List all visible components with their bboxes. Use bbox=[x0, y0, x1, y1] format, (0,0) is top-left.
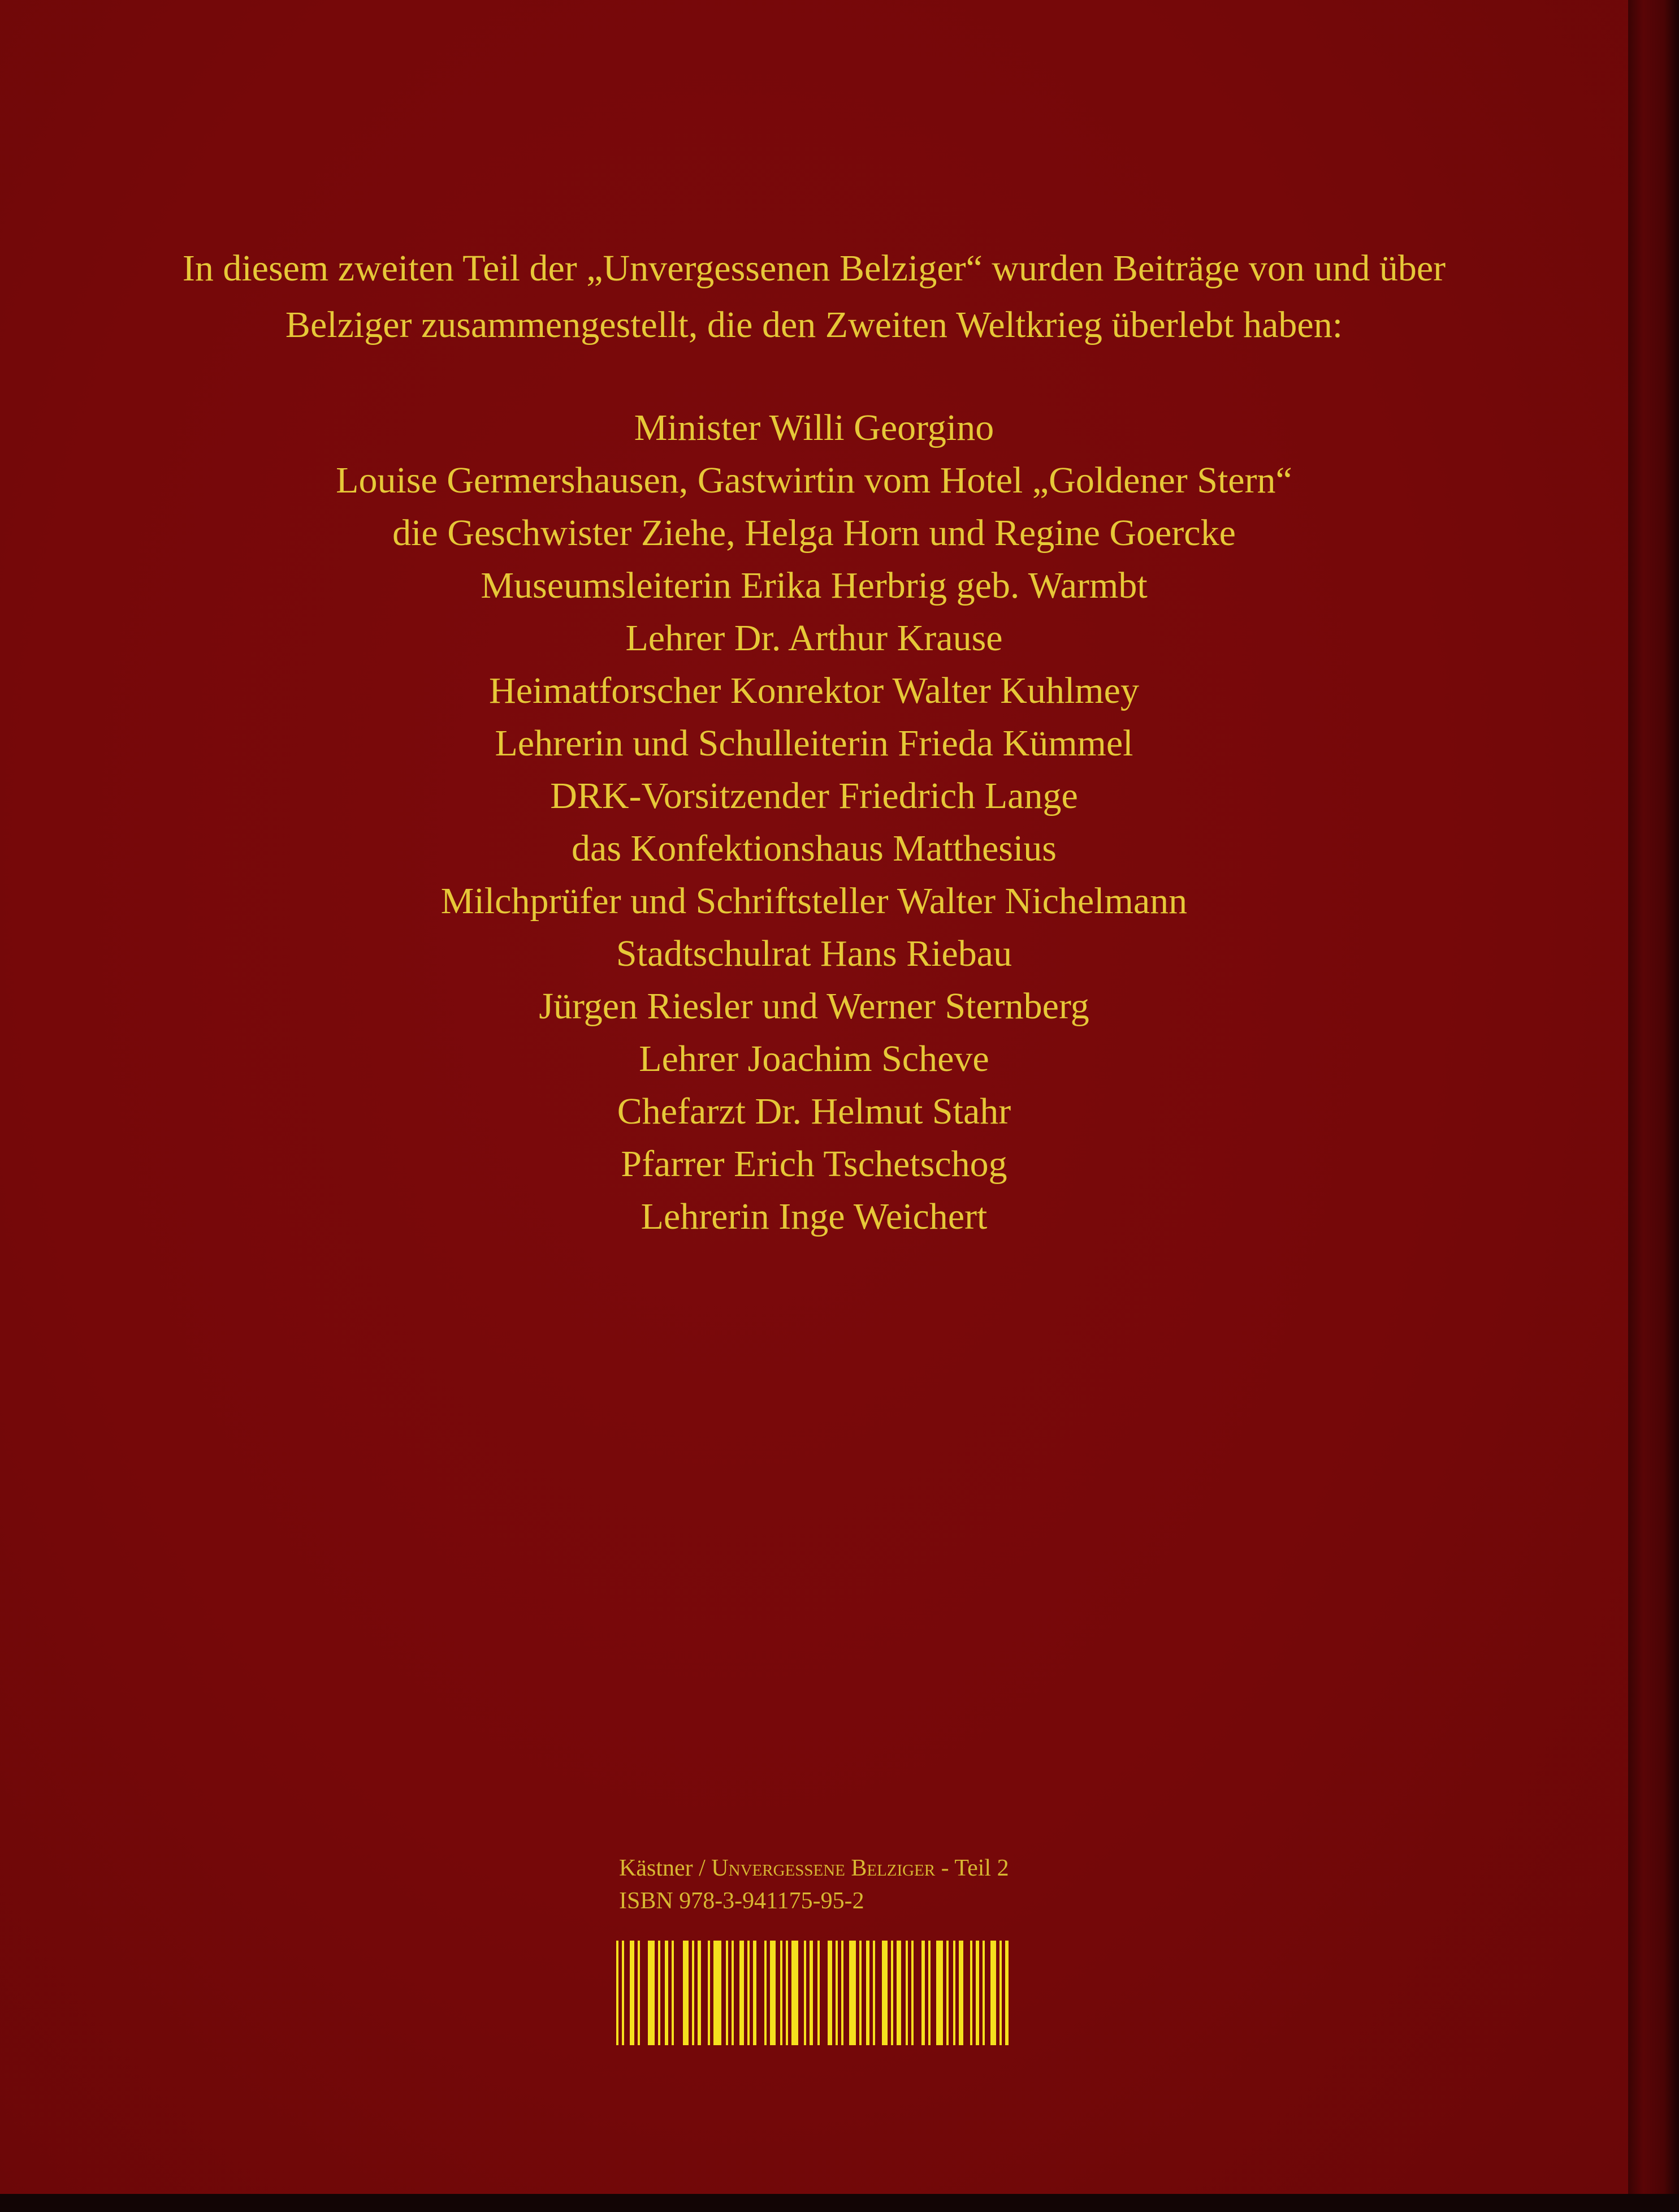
list-item: Museumsleiterin Erika Herbrig geb. Warmbt bbox=[481, 565, 1148, 606]
intro-text bbox=[113, 240, 1515, 353]
book-title-line bbox=[619, 1852, 1009, 1885]
barcode-bar bbox=[882, 1941, 888, 2045]
barcode-bar bbox=[739, 1941, 744, 2045]
barcode-bar bbox=[770, 1941, 776, 2045]
list-item: Lehrer Joachim Scheve bbox=[639, 1038, 989, 1079]
barcode-bar bbox=[791, 1941, 798, 2045]
barcode-bar bbox=[648, 1941, 655, 2045]
barcode-bar bbox=[976, 1941, 979, 2045]
barcode-bar bbox=[764, 1941, 767, 2045]
barcode bbox=[616, 1941, 1105, 2045]
barcode-bar bbox=[906, 1941, 908, 2045]
list-item: Pfarrer Erich Tschetschog bbox=[621, 1143, 1007, 1185]
contributor-list bbox=[170, 401, 1459, 1243]
barcode-bar bbox=[828, 1941, 832, 2045]
list-item: Lehrerin Inge Weichert bbox=[641, 1196, 988, 1237]
barcode-bar bbox=[911, 1941, 914, 2045]
barcode-bar bbox=[836, 1941, 838, 2045]
barcode-bar bbox=[672, 1941, 674, 2045]
barcode-bar bbox=[726, 1941, 728, 2045]
barcode-bar bbox=[616, 1941, 618, 2045]
barcode-bar bbox=[849, 1941, 856, 2045]
barcode-bar bbox=[859, 1941, 862, 2045]
barcode-bar bbox=[970, 1941, 972, 2045]
book-title: Unvergessene Belziger bbox=[711, 1855, 936, 1881]
barcode-bar bbox=[683, 1941, 689, 2045]
barcode-bar bbox=[936, 1941, 943, 2045]
barcode-bar bbox=[928, 1941, 931, 2045]
list-item: Lehrerin und Schulleiterin Frieda Kümmel bbox=[495, 723, 1133, 764]
isbn-number: ISBN 978-3-941175-95-2 bbox=[619, 1888, 864, 1914]
book-part: - Teil 2 bbox=[935, 1855, 1009, 1881]
bottom-edge bbox=[0, 2194, 1679, 2212]
barcode-bar bbox=[810, 1941, 813, 2045]
list-item: das Konfektionshaus Matthesius bbox=[572, 828, 1057, 869]
list-item: Heimatforscher Konrektor Walter Kuhlmey bbox=[489, 670, 1139, 711]
barcode-bar bbox=[665, 1941, 668, 2045]
barcode-bar bbox=[983, 1941, 985, 2045]
list-item: Jürgen Riesler und Werner Sternberg bbox=[539, 986, 1089, 1027]
list-item: Milchprüfer und Schriftsteller Walter Nichelmann bbox=[440, 880, 1188, 922]
barcode-bar bbox=[804, 1941, 806, 2045]
barcode-bar bbox=[873, 1941, 875, 2045]
author-name: Kästner / bbox=[619, 1855, 712, 1881]
barcode-bar bbox=[786, 1941, 788, 2045]
barcode-bar bbox=[999, 1941, 1002, 2045]
barcode-bar bbox=[780, 1941, 782, 2045]
intro-line-1: In diesem zweiten Teil der „Unvergessenen Belziger“ wurden Beiträge von und über bbox=[182, 248, 1446, 289]
list-item: Chefarzt Dr. Helmut Stahr bbox=[617, 1091, 1011, 1132]
list-item: Stadtschulrat Hans Riebau bbox=[616, 933, 1012, 974]
barcode-bar bbox=[658, 1941, 660, 2045]
barcode-bar bbox=[959, 1941, 963, 2045]
barcode-bar bbox=[708, 1941, 710, 2045]
barcode-bar bbox=[692, 1941, 694, 2045]
list-item: Lehrer Dr. Arthur Krause bbox=[625, 617, 1003, 659]
barcode-bar bbox=[897, 1941, 901, 2045]
barcode-bar bbox=[990, 1941, 996, 2045]
barcode-bar bbox=[698, 1941, 701, 2045]
barcode-bar bbox=[732, 1941, 734, 2045]
barcode-bar bbox=[891, 1941, 893, 2045]
barcode-bar bbox=[753, 1941, 756, 2045]
list-item: die Geschwister Ziehe, Helga Horn und Regine Goercke bbox=[392, 512, 1236, 554]
barcode-bar bbox=[817, 1941, 820, 2045]
list-item: Louise Germershausen, Gastwirtin vom Hotel „Goldener Stern“ bbox=[336, 460, 1292, 501]
intro-line-2: Belziger zusammengestellt, die den Zweiten Weltkrieg überlebt haben: bbox=[285, 304, 1343, 345]
barcode-bar bbox=[946, 1941, 949, 2045]
barcode-bar bbox=[921, 1941, 925, 2045]
book-imprint bbox=[619, 1852, 1009, 1917]
barcode-bar bbox=[747, 1941, 750, 2045]
barcode-bar bbox=[630, 1941, 634, 2045]
spine-edge bbox=[1628, 0, 1679, 2212]
barcode-bar bbox=[1005, 1941, 1009, 2045]
list-item: DRK-Vorsitzender Friedrich Lange bbox=[550, 775, 1078, 816]
barcode-bar bbox=[713, 1941, 721, 2045]
barcode-bar bbox=[638, 1941, 640, 2045]
list-item: Minister Willi Georgino bbox=[634, 407, 994, 448]
barcode-bar bbox=[953, 1941, 955, 2045]
barcode-bar bbox=[622, 1941, 624, 2045]
barcode-bar bbox=[866, 1941, 869, 2045]
barcode-bar bbox=[841, 1941, 843, 2045]
